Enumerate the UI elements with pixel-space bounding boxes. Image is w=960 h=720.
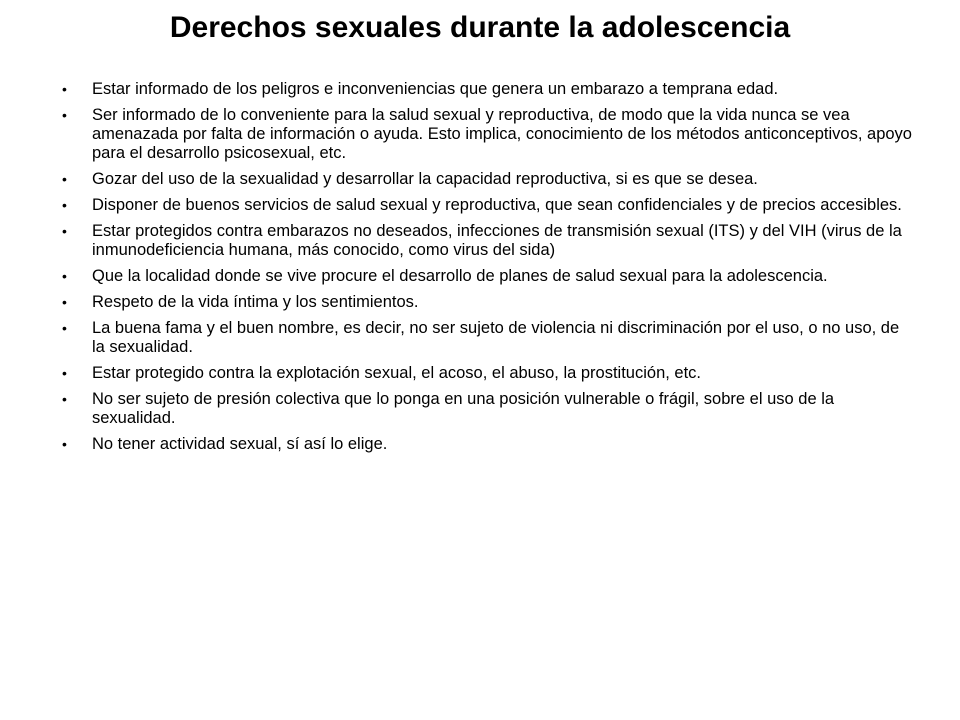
- bullet-item: [62, 364, 912, 383]
- bullet-icon: •: [62, 107, 67, 123]
- bullet-icon: •: [62, 171, 67, 187]
- bullet-icon: •: [62, 223, 67, 239]
- bullet-text: No ser sujeto de presión colectiva que lo ponga en una posición vulnerable o frágil, sobre el uso de la sexualidad.: [92, 390, 835, 427]
- bullet-icon: •: [62, 81, 67, 97]
- bullet-item: [62, 222, 912, 260]
- bullet-item: [62, 80, 912, 99]
- bullet-icon: •: [62, 268, 67, 284]
- bullet-text: Estar protegidos contra embarazos no deseados, infecciones de transmisión sexual (ITS) y del VIH (virus de la inmunodeficiencia humana, más conocido, como virus del sida): [92, 222, 902, 259]
- bullet-text: Que la localidad donde se vive procure el desarrollo de planes de salud sexual para la adolescencia.: [92, 267, 828, 285]
- bullet-item: [62, 170, 912, 189]
- bullet-item: [62, 319, 912, 357]
- bullet-icon: •: [62, 294, 67, 310]
- bullet-icon: •: [62, 320, 67, 336]
- slide-title: Derechos sexuales durante la adolescencia: [169, 11, 791, 44]
- bullet-item: [62, 390, 912, 428]
- bullet-text: No tener actividad sexual, sí así lo elige.: [92, 435, 388, 453]
- bullet-text: Estar protegido contra la explotación sexual, el acoso, el abuso, la prostitución, etc.: [92, 364, 702, 382]
- bullet-text: Estar informado de los peligros e inconveniencias que genera un embarazo a temprana edad.: [92, 80, 779, 98]
- bullet-text: La buena fama y el buen nombre, es decir, no ser sujeto de violencia ni discriminación por el uso, o no uso, de la sexualidad.: [92, 319, 900, 356]
- bullet-text: Ser informado de lo conveniente para la salud sexual y reproductiva, de modo que la vida nunca se vea amenazada por falta de información o ayuda. Esto implica, conocimiento de los métodos anticonceptivos, apoyo para el desarrollo psicosexual, etc.: [92, 106, 912, 162]
- bullet-item: [62, 267, 912, 286]
- bullet-text: Gozar del uso de la sexualidad y desarrollar la capacidad reproductiva, si es que se desea.: [92, 170, 758, 188]
- bullet-text: Disponer de buenos servicios de salud sexual y reproductiva, que sean confidenciales y de precios accesibles.: [92, 196, 902, 214]
- bullet-icon: •: [62, 197, 67, 213]
- bullet-item: [62, 106, 912, 163]
- bullet-icon: •: [62, 436, 67, 452]
- bullet-icon: •: [62, 365, 67, 381]
- bullet-list: [62, 80, 912, 461]
- bullet-icon: •: [62, 391, 67, 407]
- bullet-item: [62, 435, 912, 454]
- bullet-text: Respeto de la vida íntima y los sentimientos.: [92, 293, 419, 311]
- bullet-item: [62, 196, 912, 215]
- bullet-item: [62, 293, 912, 312]
